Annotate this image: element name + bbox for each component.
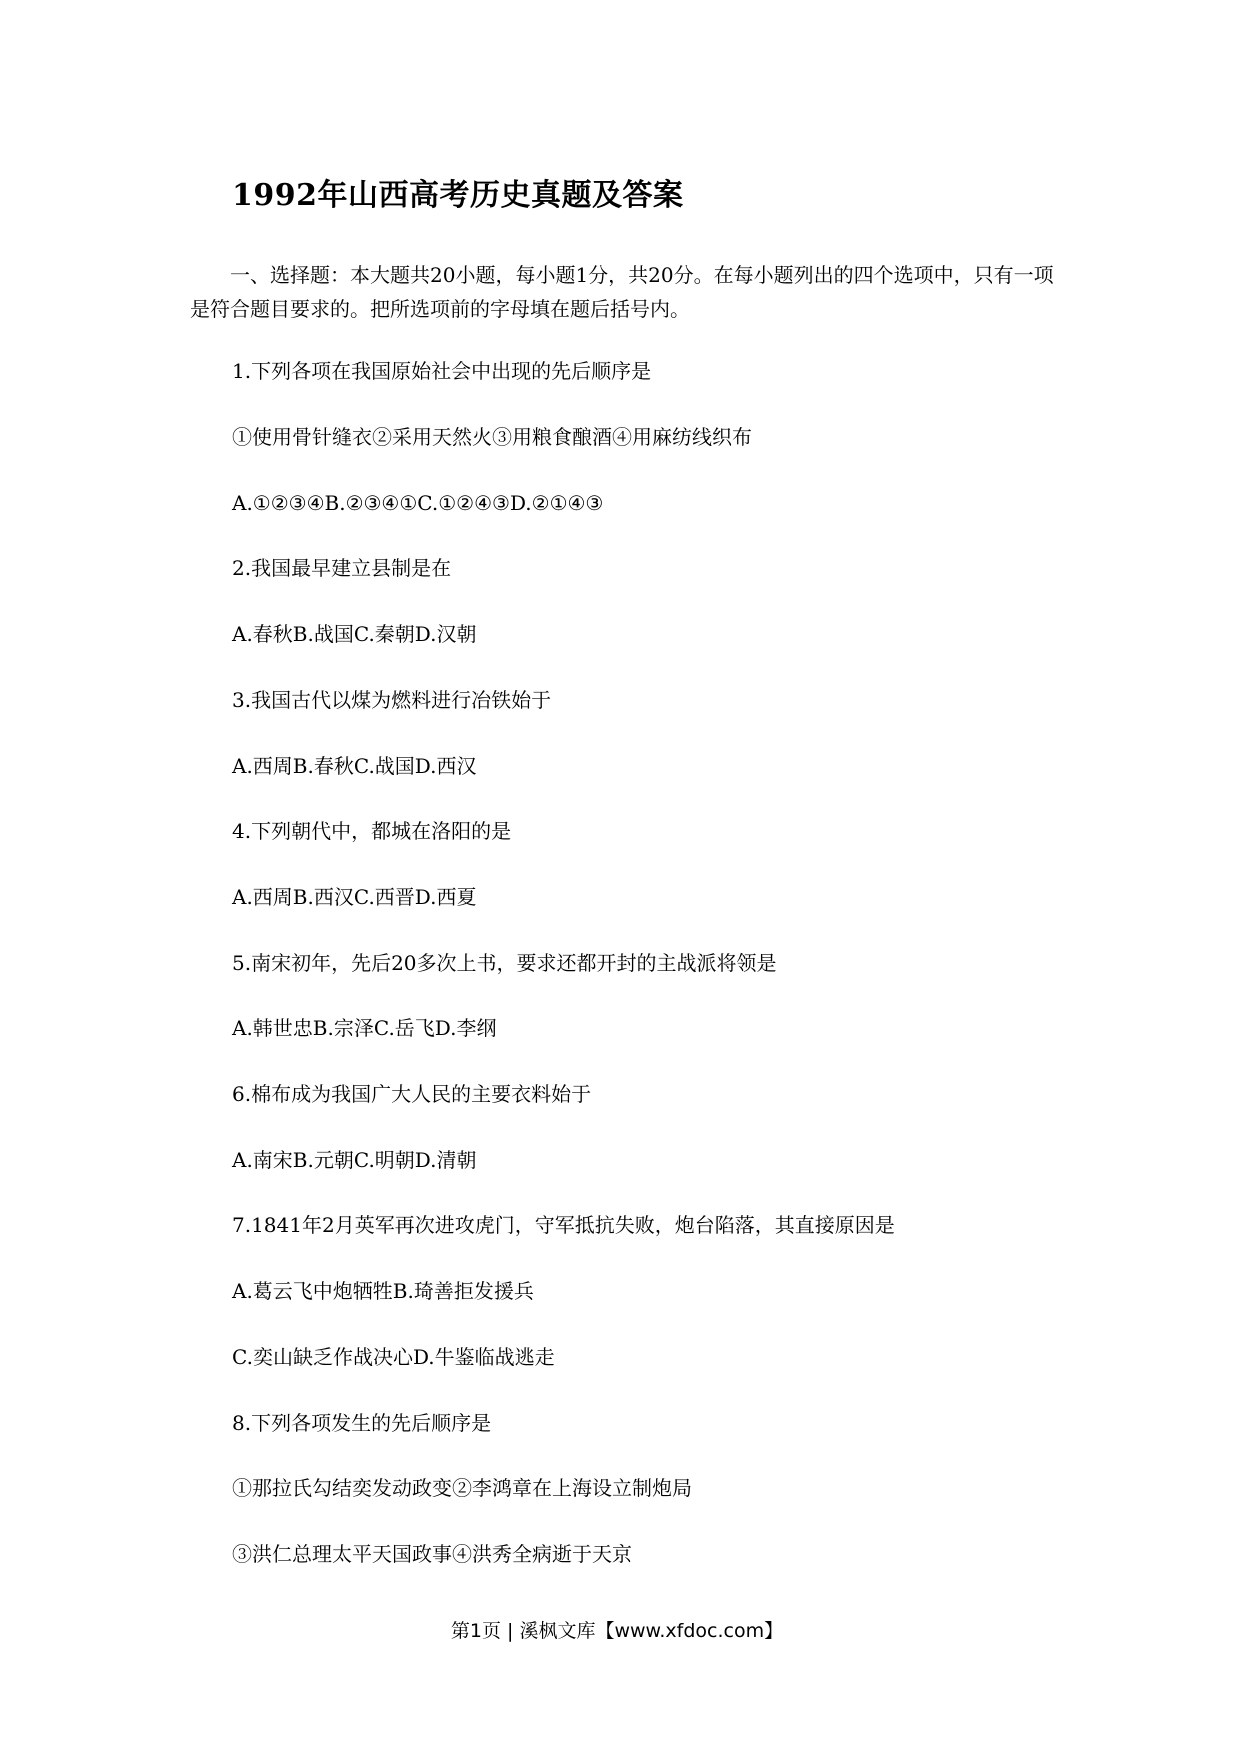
question-1-options: A.①②③④B.②③④①C.①②④③D.②①④③ xyxy=(232,491,604,515)
question-7-text: 7.1841年2月英军再次进攻虎门，守军抵抗失败，炮台陷落，其直接原因是 xyxy=(232,1213,895,1237)
question-6-text: 6.棉布成为我国广大人民的主要衣料始于 xyxy=(232,1082,592,1106)
section-intro: 一、选择题：本大题共20小题，每小题1分，共20分。在每小题列出的四个选项中，只有一项是符合题目要求的。把所选项前的字母填在题后括号内。 xyxy=(190,263,1054,321)
question-5-text: 5.南宋初年，先后20多次上书，要求还都开封的主战派将领是 xyxy=(232,951,777,975)
question-8-items-row-1: ①那拉氏勾结奕发动政变②李鸿章在上海设立制炮局 xyxy=(232,1476,692,1500)
question-3-text: 3.我国古代以煤为燃料进行冶铁始于 xyxy=(232,688,552,712)
question-1-items: ①使用骨针缝衣②采用天然火③用粮食酿酒④用麻纺线织布 xyxy=(232,425,752,449)
question-7-options-row-1: A.葛云飞中炮牺牲B.琦善拒发援兵 xyxy=(232,1279,534,1303)
question-4-text: 4.下列朝代中，都城在洛阳的是 xyxy=(232,819,512,843)
question-2-text: 2.我国最早建立县制是在 xyxy=(232,556,452,580)
question-8-text: 8.下列各项发生的先后顺序是 xyxy=(232,1411,492,1435)
question-2-options: A.春秋B.战国C.秦朝D.汉朝 xyxy=(232,622,477,646)
question-4-options: A.西周B.西汉C.西晋D.西夏 xyxy=(232,885,477,909)
question-5-options: A.韩世忠B.宗泽C.岳飞D.李纲 xyxy=(232,1016,497,1040)
question-6-options: A.南宋B.元朝C.明朝D.清朝 xyxy=(232,1148,477,1172)
page-title: 1992年山西高考历史真题及答案 xyxy=(232,178,684,213)
question-8-items-row-2: ③洪仁总理太平天国政事④洪秀全病逝于天京 xyxy=(232,1542,632,1566)
question-1-text: 1.下列各项在我国原始社会中出现的先后顺序是 xyxy=(232,359,652,383)
question-7-options-row-2: C.奕山缺乏作战决心D.牛鉴临战逃走 xyxy=(232,1345,555,1369)
question-3-options: A.西周B.春秋C.战国D.西汉 xyxy=(232,754,477,778)
page-footer: 第1页 | 溪枫文库【www.xfdoc.com】 xyxy=(450,1620,784,1642)
